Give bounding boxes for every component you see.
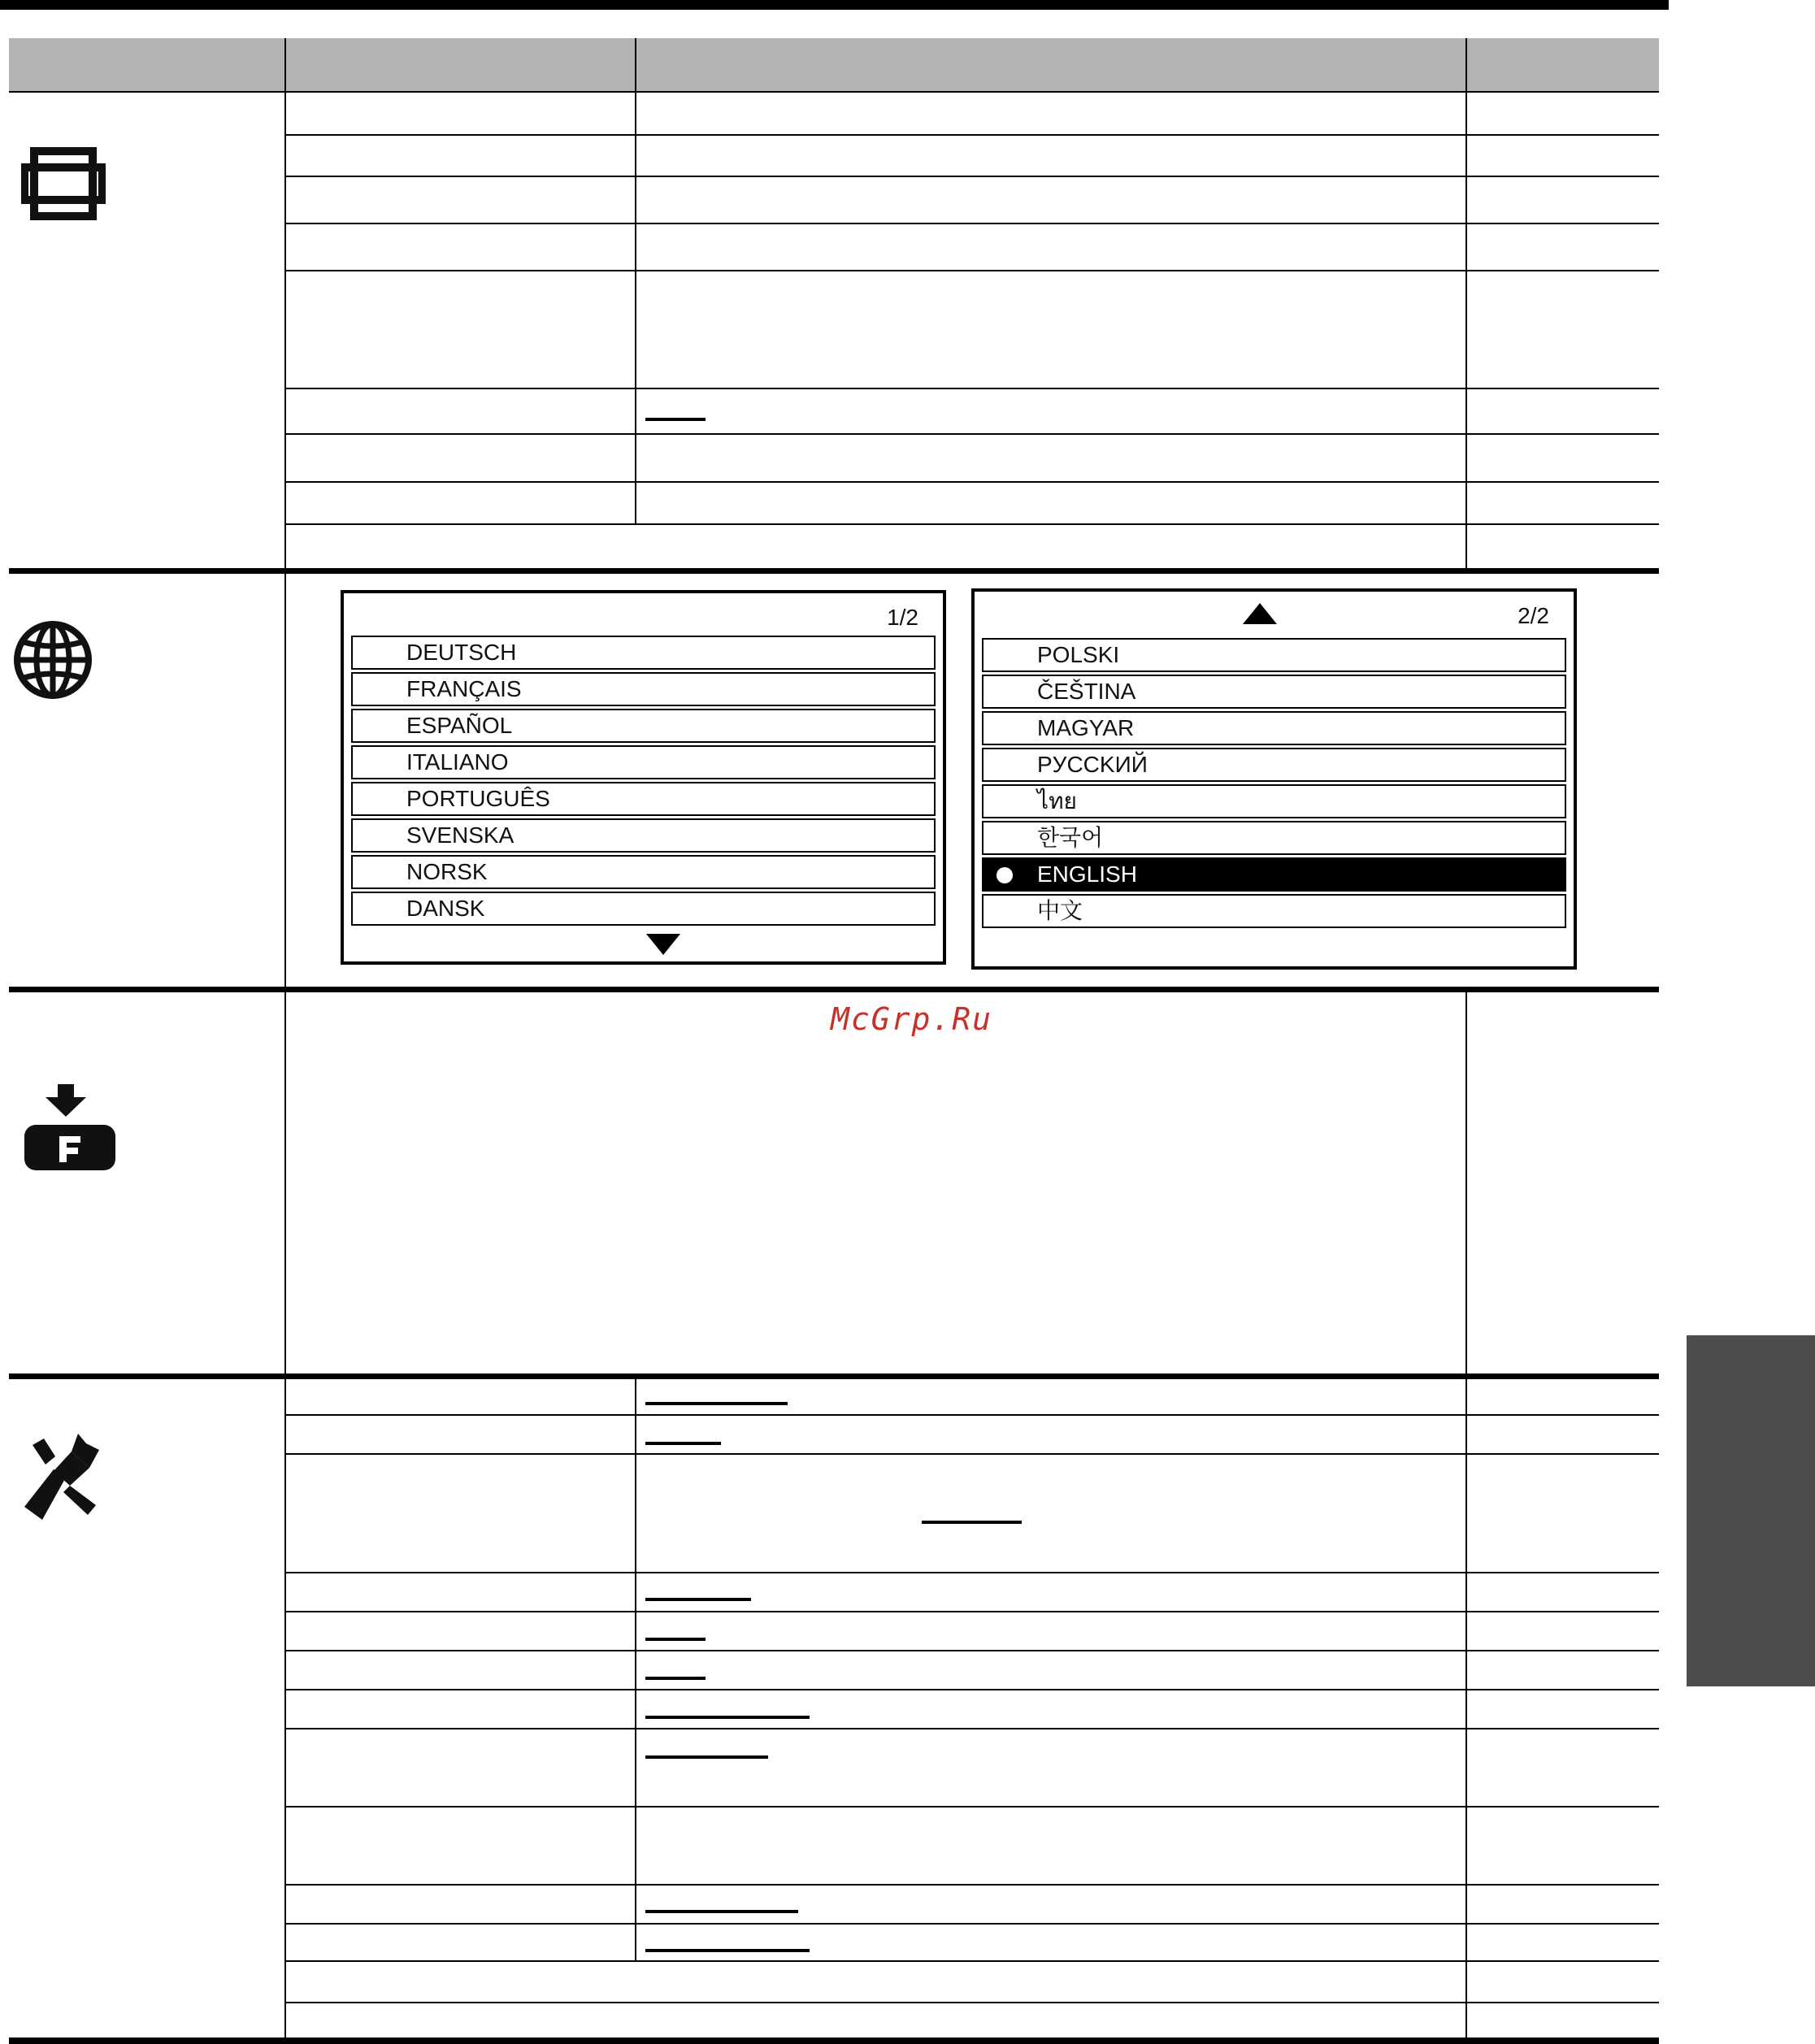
language-option-deutsch[interactable]: DEUTSCH	[351, 636, 936, 670]
table-row	[285, 523, 1659, 525]
section-rule	[9, 568, 1659, 574]
scroll-down-arrow-icon[interactable]	[646, 934, 680, 955]
chapter-side-tab	[1687, 1335, 1815, 1686]
underline-mark	[645, 1638, 706, 1641]
header-bottom-rule	[9, 91, 1659, 93]
language-option-norsk[interactable]: NORSK	[351, 855, 936, 889]
language-option-thai[interactable]: ไทย	[982, 784, 1566, 818]
bottom-rule	[9, 2037, 1659, 2044]
language-option-dansk[interactable]: DANSK	[351, 892, 936, 926]
language-option-russian[interactable]: PУCCKИЙ	[982, 748, 1566, 782]
underline-mark	[645, 1716, 810, 1719]
page-indicator: 2/2	[1518, 603, 1549, 628]
language-option-espanol[interactable]: ESPAÑOL	[351, 709, 936, 743]
language-option-svenska[interactable]: SVENSKA	[351, 818, 936, 853]
table-row	[285, 1453, 1659, 1455]
table-row	[285, 1689, 1659, 1690]
page-indicator: 1/2	[887, 605, 918, 630]
scroll-up-arrow-icon[interactable]	[1243, 603, 1277, 624]
table-row	[285, 223, 1659, 224]
table-row	[285, 1650, 1659, 1651]
underline-mark	[645, 1402, 788, 1405]
language-option-korean[interactable]: 한국어	[982, 821, 1566, 855]
underline-mark	[645, 1677, 706, 1680]
section-rule	[9, 987, 1659, 992]
table-row	[285, 1611, 1659, 1612]
table-row	[285, 134, 1659, 136]
section-rule	[9, 1374, 1659, 1379]
watermark-text: McGrp.Ru	[831, 1001, 993, 1037]
language-option-francais[interactable]: FRANÇAIS	[351, 672, 936, 706]
print-settings-icon	[21, 146, 106, 221]
table-row	[285, 1960, 1659, 1962]
table-row	[285, 1572, 1659, 1573]
language-option-portugues[interactable]: PORTUGUÊS	[351, 782, 936, 816]
top-rule	[0, 0, 1669, 10]
underline-mark	[645, 1598, 751, 1601]
table-row	[285, 1414, 1659, 1416]
language-option-italiano[interactable]: ITALIANO	[351, 745, 936, 779]
column-divider-left	[284, 38, 286, 2044]
language-globe-icon	[12, 619, 93, 701]
language-list-page-1	[341, 590, 946, 965]
table-header	[9, 38, 1659, 91]
underline-mark	[645, 418, 706, 421]
language-option-polski[interactable]: POLSKI	[982, 638, 1566, 672]
table-row	[285, 2002, 1659, 2003]
language-option-cestina[interactable]: ČEŠTINA	[982, 675, 1566, 709]
underline-mark	[645, 1910, 798, 1913]
table-row	[285, 1923, 1659, 1925]
underline-mark	[922, 1521, 1022, 1524]
table-row	[285, 1806, 1659, 1807]
table-row	[285, 176, 1659, 177]
language-option-english-selected[interactable]: ENGLISH	[982, 857, 1566, 892]
language-option-chinese[interactable]: 中文	[982, 894, 1566, 928]
underline-mark	[645, 1755, 768, 1759]
language-list-page-2	[971, 588, 1577, 970]
tools-setup-icon	[21, 1427, 102, 1525]
table-row	[285, 1884, 1659, 1886]
language-option-magyar[interactable]: MAGYAR	[982, 711, 1566, 745]
table-row	[285, 481, 1659, 483]
table-row	[285, 433, 1659, 435]
selected-dot-icon	[997, 867, 1013, 883]
default-reset-icon	[24, 1084, 115, 1170]
underline-mark	[645, 1442, 721, 1445]
table-row	[285, 270, 1659, 271]
table-row	[285, 388, 1659, 389]
underline-mark	[645, 1949, 810, 1952]
table-row	[285, 1728, 1659, 1729]
